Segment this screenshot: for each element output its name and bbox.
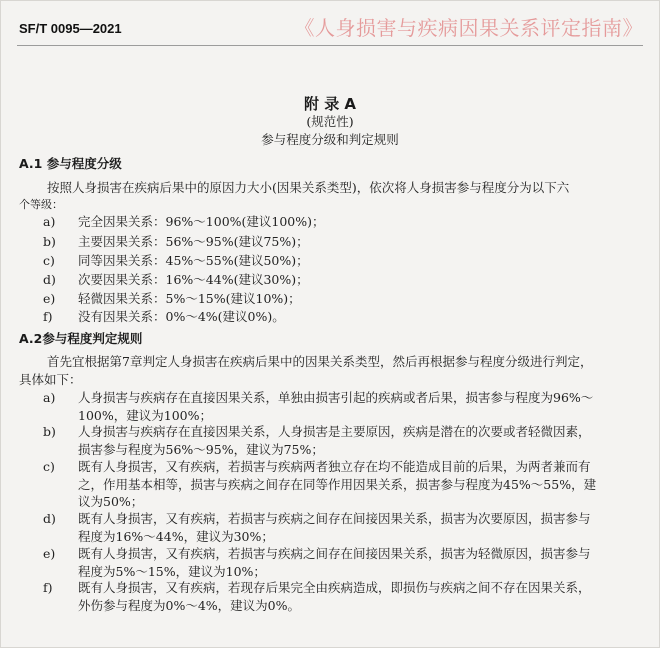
rule-marker: a): [43, 390, 56, 405]
grade-marker: c): [43, 253, 55, 268]
rule-marker: f): [43, 580, 53, 595]
grade-marker: f): [43, 309, 53, 324]
rule-item: [43, 423, 641, 458]
appendix-title: 附 录 A: [303, 95, 357, 113]
grade-item: [43, 252, 641, 270]
grade-item: [43, 233, 641, 251]
grade-marker: d): [43, 272, 56, 287]
section-a2-intro-line2: 具体如下：: [19, 372, 82, 387]
rule-line: 100%，建议为100%；: [78, 407, 212, 423]
grade-text: 主要因果关系：56%～95%(建议75%)；: [78, 234, 309, 249]
rule-line: 人身损害与疾病存在直接因果关系，人身损害是主要原因，疾病是潜在的次要或者轻微因素，: [78, 424, 591, 439]
grade-item: [43, 271, 641, 289]
section-a1-intro-line1: 按照人身损害在疾病后果中的原因力大小(因果关系类型)，依次将人身损害参与程度分为以下六: [47, 180, 570, 195]
section-heading-a2: A.2参与程度判定规则: [19, 331, 143, 346]
grade-marker: e): [43, 291, 56, 306]
rule-line: 议为50%；: [78, 494, 144, 509]
standard-number: SF/T 0095—2021: [19, 21, 122, 36]
grade-text: 完全因果关系：96%～100%(建议100%)；: [78, 214, 325, 229]
rule-line: 损害参与程度为56%～95%，建议为75%；: [78, 441, 324, 457]
section-a2-intro-line1: 首先宜根据第7章判定人身损害在疾病后果中的因果关系类型，然后再根据参与程度分级进行判定，: [47, 354, 593, 369]
grade-item: [43, 308, 641, 326]
rule-line: 之，作用基本相等，损害与疾病之间存在同等作用因果关系，损害参与程度为45%～55%，建: [78, 476, 597, 492]
grade-marker: a): [43, 214, 56, 229]
section-heading-a1: A.1 参与程度分级: [19, 156, 122, 171]
grade-text: 轻微因果关系：5%～15%(建议10%)；: [78, 291, 301, 306]
document-title-watermark: 《人身损害与疾病因果关系评定指南》: [294, 16, 643, 40]
rule-line: 程度为5%～15%，建议为10%；: [78, 563, 266, 579]
rule-item: [43, 545, 641, 580]
appendix-name: 参与程度分级和判定规则: [261, 132, 399, 147]
grade-text: 次要因果关系：16%～44%(建议30%)；: [78, 272, 309, 287]
rule-line: 既有人身损害，又有疾病，若损害与疾病两者独立存在均不能造成目前的后果，为两者兼而有: [78, 459, 591, 474]
rule-marker: d): [43, 511, 56, 526]
section-a1-intro-line2: 个等级：: [19, 198, 63, 211]
rule-item: [43, 389, 641, 424]
rule-marker: b): [43, 424, 56, 439]
rule-item: [43, 579, 641, 614]
rule-item: [43, 458, 641, 511]
rule-line: 人身损害与疾病存在直接因果关系，单独由损害引起的疾病或者后果，损害参与程度为96%～: [78, 390, 594, 405]
grade-text: 同等因果关系：45%～55%(建议50%)；: [78, 253, 309, 268]
rule-line: 外伤参与程度为0%～4%，建议为0%。: [78, 597, 300, 613]
rule-item: [43, 510, 641, 545]
grade-marker: b): [43, 234, 56, 249]
grade-text: 没有因果关系：0%～4%(建议0%)。: [78, 309, 285, 324]
rule-marker: c): [43, 459, 55, 474]
header-divider: [17, 45, 643, 46]
grade-item: [43, 290, 641, 308]
rule-line: 既有人身损害，又有疾病，若损害与疾病之间存在间接因果关系，损害为轻微原因，损害参与: [78, 546, 591, 561]
grade-item: [43, 213, 641, 231]
rule-line: 既有人身损害，又有疾病，若损害与疾病之间存在间接因果关系，损害为次要原因，损害参与: [78, 511, 591, 526]
rule-marker: e): [43, 546, 56, 561]
rule-line: 既有人身损害，又有疾病，若现存后果完全由疾病造成，即损伤与疾病之间不存在因果关系，: [78, 580, 591, 595]
appendix-nature: (规范性): [306, 114, 354, 129]
rule-line: 程度为16%～44%，建议为30%；: [78, 528, 274, 544]
